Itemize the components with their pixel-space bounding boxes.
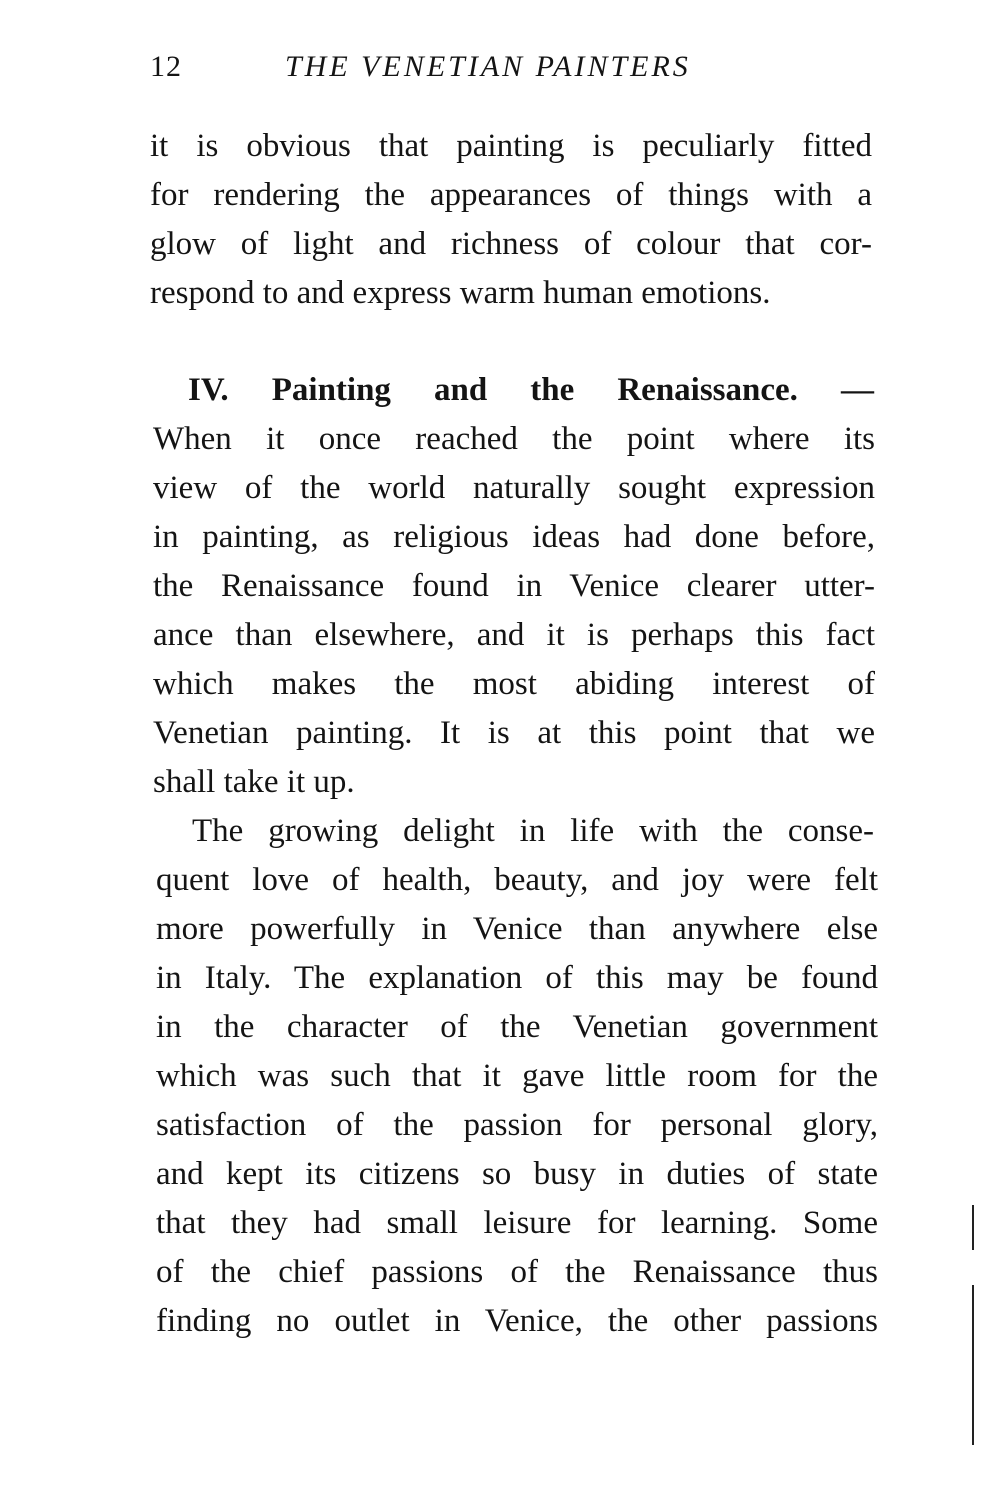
text-line: more powerfully in Venice than anywhere else (156, 911, 878, 947)
text-line: quent love of health, beauty, and joy were felt (156, 862, 878, 898)
text-line: which makes the most abiding interest of (153, 666, 875, 702)
text-line: finding no outlet in Venice, the other passions (156, 1303, 878, 1339)
section-heading: IV. Painting and the Renaissance. — (188, 372, 874, 408)
text-line: that they had small leisure for learning. Some (156, 1205, 878, 1241)
text-line: When it once reached the point where its (153, 421, 875, 457)
text-line: the Renaissance found in Venice clearer utter- (153, 568, 875, 604)
text-line: Venetian painting. It is at this point that we (153, 715, 875, 751)
text-line: The growing delight in life with the conse- (192, 813, 874, 849)
text-line: in the character of the Venetian government (156, 1009, 878, 1045)
text-line: which was such that it gave little room for the (156, 1058, 878, 1094)
text-line: it is obvious that painting is peculiarly fitted (150, 128, 872, 164)
scan-edge-mark (972, 1205, 974, 1250)
text-line: in Italy. The explanation of this may be found (156, 960, 878, 996)
text-line: satisfaction of the passion for personal glory, (156, 1107, 878, 1143)
scan-edge-mark (972, 1285, 974, 1445)
text-line: glow of light and richness of colour that cor- (150, 226, 872, 262)
text-line: shall take it up. (153, 764, 355, 800)
text-line: respond to and express warm human emotions. (150, 275, 771, 311)
running-title: THE VENETIAN PAINTERS (285, 50, 691, 83)
text-line: view of the world naturally sought expression (153, 470, 875, 506)
text-line: and kept its citizens so busy in duties of state (156, 1156, 878, 1192)
text-line: for rendering the appearances of things with a (150, 177, 872, 213)
page-number: 12 (150, 50, 182, 83)
running-head (150, 44, 890, 94)
text-line: of the chief passions of the Renaissance thus (156, 1254, 878, 1290)
text-line: ance than elsewhere, and it is perhaps this fact (153, 617, 875, 653)
text-line: in painting, as religious ideas had done before, (153, 519, 875, 555)
